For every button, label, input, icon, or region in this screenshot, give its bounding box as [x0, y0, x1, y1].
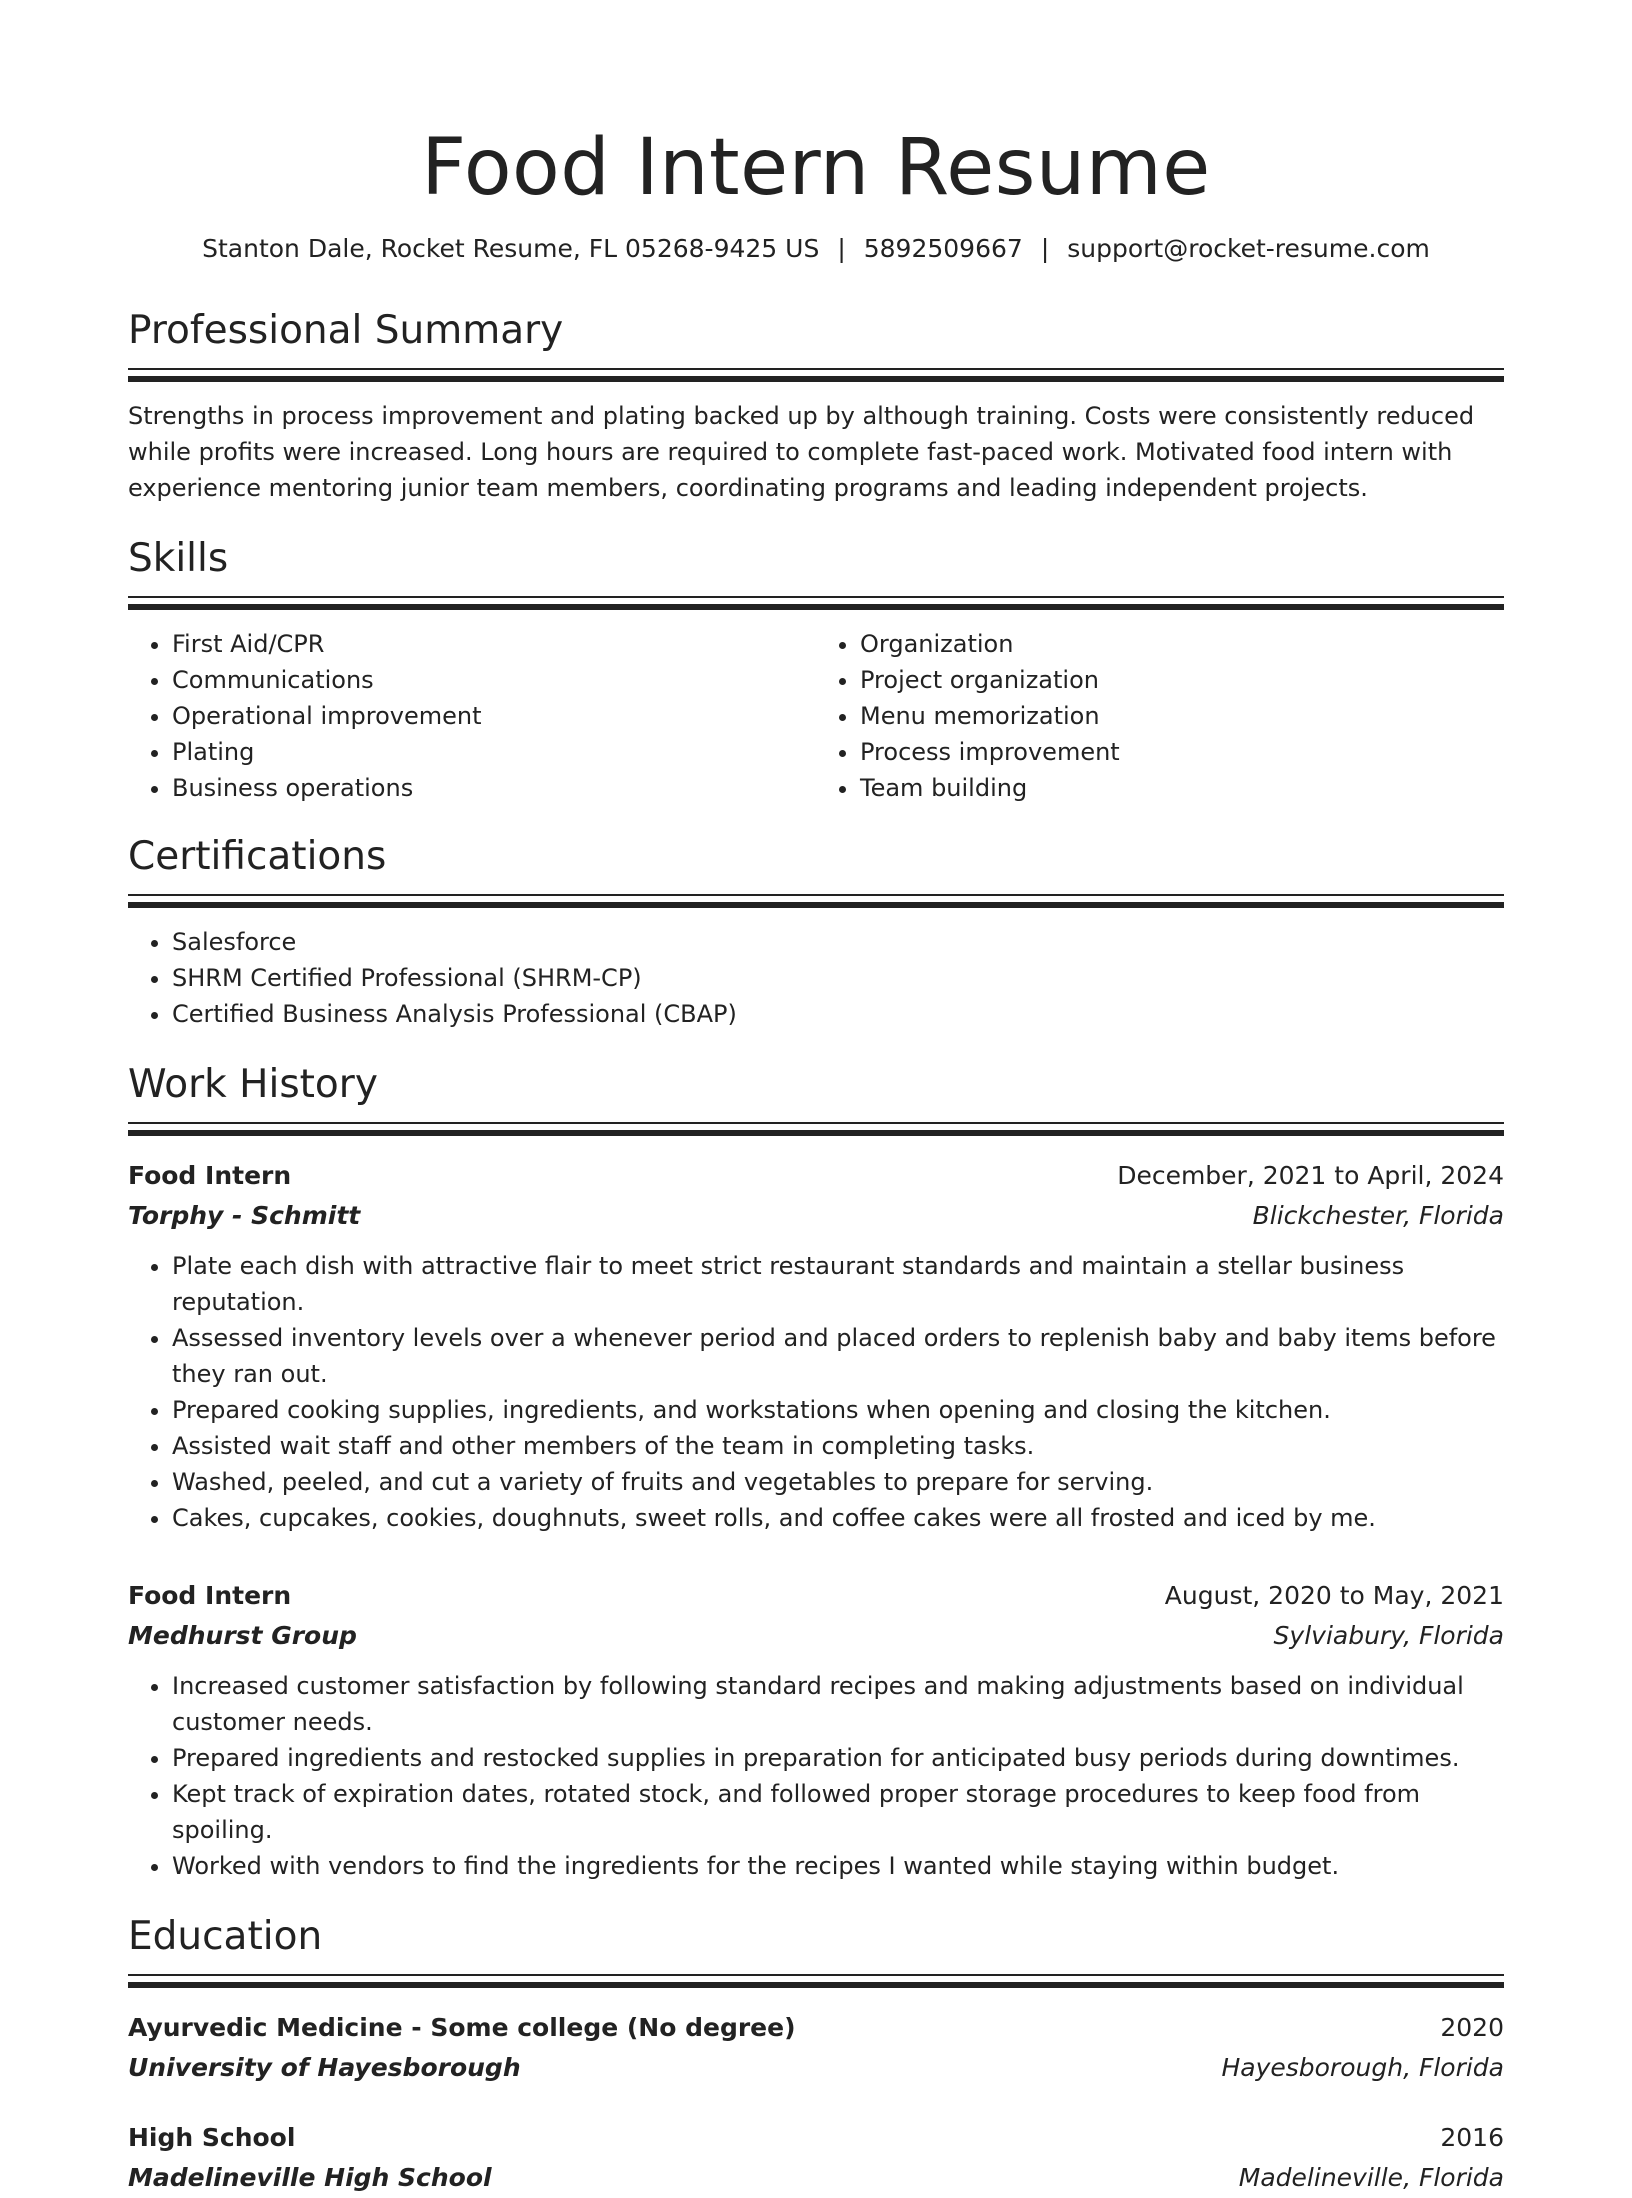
- education-school-row: [128, 2048, 1504, 2088]
- section-divider: [128, 1122, 1504, 1138]
- job-company: Torphy - Schmitt: [128, 1201, 361, 1230]
- skill-item: • Project organization: [860, 662, 1504, 698]
- work-history-section: [128, 1062, 1504, 1884]
- job-duty: • Prepared ingredients and restocked supplies in preparation for anticipated busy periods during downtimes.: [172, 1740, 1504, 1776]
- job-entry: [128, 1156, 1504, 1536]
- skill-item: • Process improvement: [860, 734, 1504, 770]
- section-heading-skills: Skills: [128, 536, 229, 581]
- job-title: Food Intern: [128, 1161, 292, 1190]
- job-header-row: [128, 1576, 1504, 1616]
- job-entry: [128, 1576, 1504, 1884]
- job-duty: • Assisted wait staff and other members of the team in completing tasks.: [172, 1428, 1504, 1464]
- education-location: Madelineville, Florida: [1238, 2163, 1504, 2192]
- summary-section: [128, 308, 1504, 506]
- job-dates: August, 2020 to May, 2021: [1164, 1581, 1504, 1610]
- job-duty: • Washed, peeled, and cut a variety of fruits and vegetables to prepare for serving.: [172, 1464, 1504, 1500]
- job-company: Medhurst Group: [128, 1621, 357, 1650]
- job-duties-list: [128, 1248, 1504, 1536]
- education-year: 2016: [1440, 2123, 1504, 2152]
- job-duty: • Kept track of expiration dates, rotated stock, and followed proper storage procedures to keep food from spoiling.: [172, 1776, 1504, 1848]
- section-divider: [128, 596, 1504, 612]
- summary-text: Strengths in process improvement and plating backed up by although training. Costs were consistently reduced while profits were increased. Long hours are required to complete fast-paced work. Motivated food intern with experience mentoring junior team members, coordinating programs and leading independent projects.: [128, 402, 1475, 502]
- education-entry: [128, 2008, 1504, 2088]
- job-duty: • Assessed inventory levels over a whenever period and placed orders to replenish baby and baby items before they ran out.: [172, 1320, 1504, 1392]
- certifications-list: [128, 924, 1504, 1032]
- job-location: Sylviabury, Florida: [1273, 1621, 1504, 1650]
- contact-separator: |: [1040, 234, 1050, 263]
- job-company-row: [128, 1196, 1504, 1236]
- education-section: [128, 1914, 1504, 2198]
- contact-address: Stanton Dale, Rocket Resume, FL 05268-9425 US: [202, 234, 820, 263]
- certification-item: • Salesforce: [172, 924, 1504, 960]
- education-entry: [128, 2118, 1504, 2198]
- section-divider: [128, 1974, 1504, 1990]
- job-duty: • Cakes, cupcakes, cookies, doughnuts, sweet rolls, and coffee cakes were all frosted and iced by me.: [172, 1500, 1504, 1536]
- job-duty: • Prepared cooking supplies, ingredients, and workstations when opening and closing the kitchen.: [172, 1392, 1504, 1428]
- education-school: Madelineville High School: [128, 2163, 492, 2192]
- skill-item: • Menu memorization: [860, 698, 1504, 734]
- job-duty: • Worked with vendors to find the ingredients for the recipes I wanted while staying within budget.: [172, 1848, 1504, 1884]
- skill-item: • Communications: [172, 662, 816, 698]
- job-header-row: [128, 1156, 1504, 1196]
- job-dates: December, 2021 to April, 2024: [1117, 1161, 1504, 1190]
- job-title: Food Intern: [128, 1581, 292, 1610]
- section-heading-education: Education: [128, 1914, 323, 1959]
- resume-title: Food Intern Resume: [421, 123, 1211, 213]
- skill-item: • First Aid/CPR: [172, 626, 816, 662]
- section-heading-summary: Professional Summary: [128, 308, 564, 353]
- skill-item: • Team building: [860, 770, 1504, 806]
- education-degree-row: [128, 2118, 1504, 2158]
- education-school-row: [128, 2158, 1504, 2198]
- job-duty: • Plate each dish with attractive flair to meet strict restaurant standards and maintain a stellar business reputation.: [172, 1248, 1504, 1320]
- skills-list-left: [128, 626, 816, 806]
- skills-section: [128, 536, 1504, 806]
- job-location: Blickchester, Florida: [1252, 1201, 1504, 1230]
- section-heading-certifications: Certifications: [128, 834, 387, 879]
- job-company-row: [128, 1616, 1504, 1656]
- skill-item: • Plating: [172, 734, 816, 770]
- contact-line: [128, 232, 1504, 266]
- education-year: 2020: [1440, 2013, 1504, 2042]
- section-heading-work-history: Work History: [128, 1062, 378, 1107]
- contact-phone: 5892509667: [863, 234, 1023, 263]
- section-divider: [128, 368, 1504, 384]
- contact-email[interactable]: support@rocket-resume.com: [1067, 234, 1430, 263]
- job-duty: • Increased customer satisfaction by following standard recipes and making adjustments based on individual customer needs.: [172, 1668, 1504, 1740]
- skill-item: • Operational improvement: [172, 698, 816, 734]
- education-degree: High School: [128, 2123, 296, 2152]
- education-school: University of Hayesborough: [128, 2053, 521, 2082]
- skill-item: • Business operations: [172, 770, 816, 806]
- section-divider: [128, 894, 1504, 910]
- education-location: Hayesborough, Florida: [1221, 2053, 1504, 2082]
- education-degree: Ayurvedic Medicine - Some college (No degree): [128, 2013, 796, 2042]
- skill-item: • Organization: [860, 626, 1504, 662]
- contact-separator: |: [837, 234, 846, 263]
- education-degree-row: [128, 2008, 1504, 2048]
- skills-list-right: [816, 626, 1504, 806]
- certification-item: • Certified Business Analysis Professional (CBAP): [172, 996, 1504, 1032]
- certifications-section: [128, 834, 1504, 1032]
- job-duties-list: [128, 1668, 1504, 1884]
- skills-columns: [128, 612, 1504, 806]
- certification-item: • SHRM Certified Professional (SHRM-CP): [172, 960, 1504, 996]
